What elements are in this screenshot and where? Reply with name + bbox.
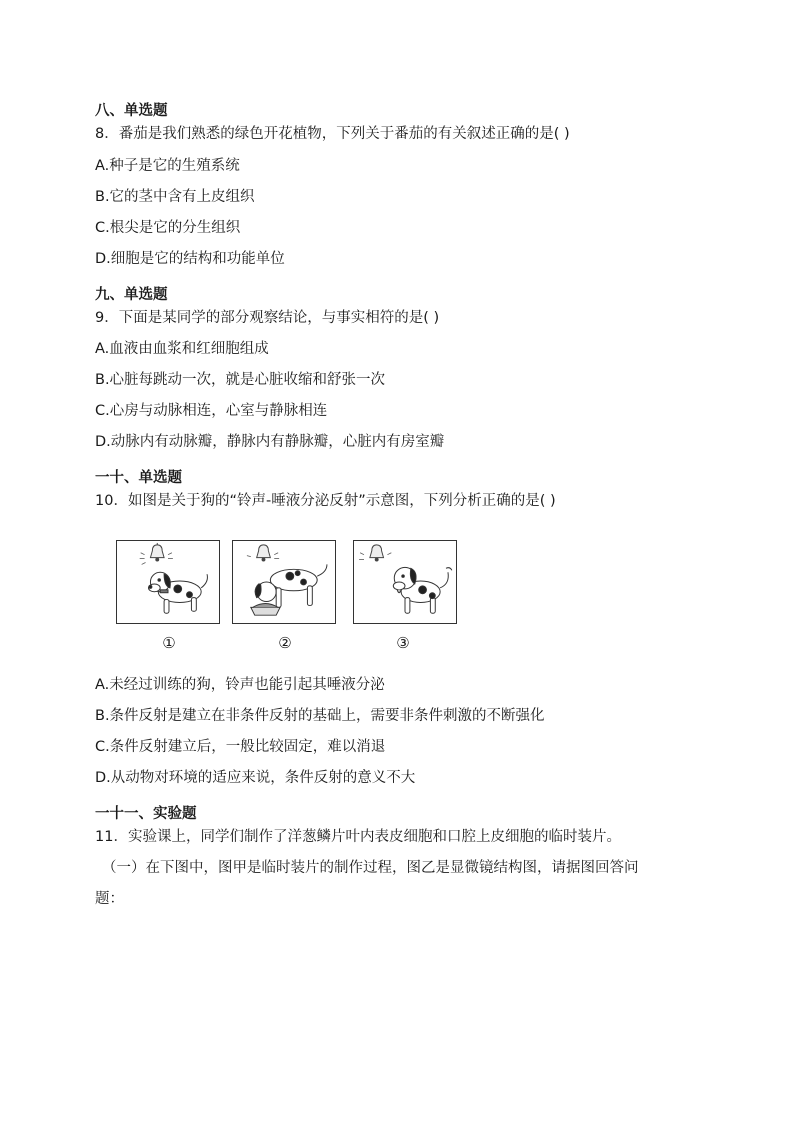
q9-option-d: D.动脉内有动脉瓣，静脉内有静脉瓣，心脏内有房室瓣 <box>95 434 445 450</box>
section-heading-8: 八、单选题 <box>95 103 168 119</box>
section-heading-11: 一十一、实验题 <box>95 806 197 822</box>
figure-label-1: ① <box>162 634 176 652</box>
bell-icon <box>370 545 384 561</box>
dog-eating-illustration <box>233 541 335 623</box>
question-11: 11．实验课上，同学们制作了洋葱鳞片叶内表皮细胞和口腔上皮细胞的临时装片。 <box>95 829 621 845</box>
figure-panel-2 <box>232 540 336 624</box>
q10-option-c: C.条件反射建立后，一般比较固定，难以消退 <box>95 739 386 755</box>
q8-option-b: B.它的茎中含有上皮组织 <box>95 189 255 205</box>
q10-option-d: D.从动物对环境的适应来说，条件反射的意义不大 <box>95 770 416 786</box>
q8-option-a: A.种子是它的生殖系统 <box>95 158 240 174</box>
q8-option-d: D.细胞是它的结构和功能单位 <box>95 251 285 267</box>
question-9: 9．下面是某同学的部分观察结论，与事实相符的是( ) <box>95 310 440 326</box>
bell-icon <box>150 543 164 561</box>
q10-option-a: A.未经过训练的狗，铃声也能引起其唾液分泌 <box>95 677 385 693</box>
figure-label-3: ③ <box>396 634 410 652</box>
q8-option-c: C.根尖是它的分生组织 <box>95 220 241 236</box>
section-heading-9: 九、单选题 <box>95 287 168 303</box>
question-10: 10．如图是关于狗的“铃声-唾液分泌反射”示意图，下列分析正确的是( ) <box>95 493 556 509</box>
q11-sub-question-line2: 题： <box>95 891 124 907</box>
dog-salivating-illustration <box>354 541 456 623</box>
q9-option-a: A.血液由血浆和红细胞组成 <box>95 341 269 357</box>
dog-reflex-figure <box>116 540 476 660</box>
figure-panel-3 <box>353 540 457 624</box>
dog-bell-illustration <box>117 541 219 623</box>
section-heading-10: 一十、单选题 <box>95 470 182 486</box>
figure-label-2: ② <box>278 634 292 652</box>
bell-icon <box>257 545 271 561</box>
q9-option-c: C.心房与动脉相连，心室与静脉相连 <box>95 403 328 419</box>
dog-icon <box>393 567 452 613</box>
q9-option-b: B.心脏每跳动一次，就是心脏收缩和舒张一次 <box>95 372 386 388</box>
q10-option-b: B.条件反射是建立在非条件反射的基础上，需要非条件刺激的不断强化 <box>95 708 545 724</box>
figure-panel-1 <box>116 540 220 624</box>
dog-icon <box>255 564 327 607</box>
q11-sub-question-line1: （一）在下图中，图甲是临时装片的制作过程，图乙是显微镜结构图，请据图回答问 <box>102 860 639 876</box>
question-8: 8．番茄是我们熟悉的绿色开花植物，下列关于番茄的有关叙述正确的是( ) <box>95 126 570 142</box>
dog-icon <box>148 572 207 613</box>
